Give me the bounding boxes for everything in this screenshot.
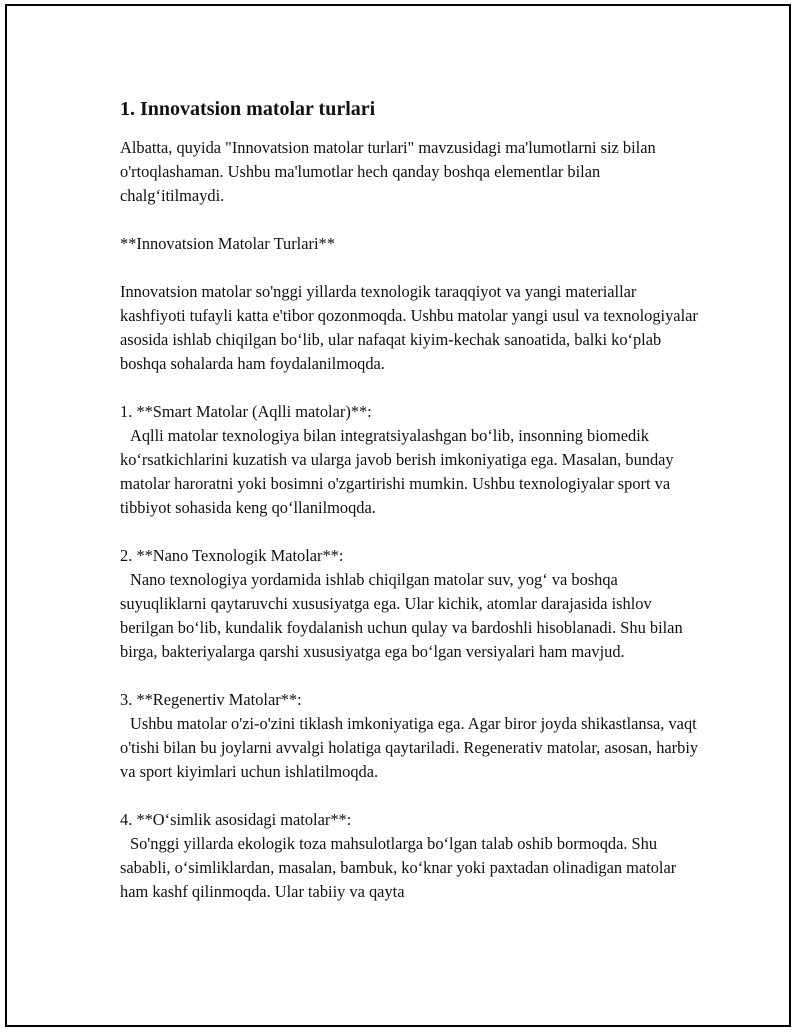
list-item [120,400,700,520]
list-item-body: Ushbu matolar o'zi-o'zini tiklash imkoniyatiga ega. Agar biror joyda shikastlansa, vaqt o'tishi bilan bu joylarni avvalgi holatiga qaytariladi. Regenerativ matolar, asosan, harbiy va sport kiyimlari uchun ishlatilmoqda. [120,714,699,781]
list-item-title: 3. **Regenertiv Matolar**: [120,690,302,709]
overview-paragraph: Innovatsion matolar so'nggi yillarda texnologik taraqqiyot va yangi materiallar kashfiyoti tufayli katta e'tibor qozonmoqda. Ushbu matolar yangi usul va texnologiyalar asosida ishlab chiqilgan bo‘lib, ular nafaqat kiyim-kechak sanoatida, balki ko‘plab boshqa sohalarda ham foydalanilmoqda. [120,282,698,373]
list-item-body: So'nggi yillarda ekologik toza mahsulotlarga bo‘lgan talab oshib bormoqda. Shu sababli, o‘simliklardan, masalan, bambuk, ko‘knar yoki paxtadan olinadigan matolar ham kashf qilinmoqda. Ular tabiiy va qayta [120,834,677,901]
list-item-title: 4. **O‘simlik asosidagi matolar**: [120,810,352,829]
intro-paragraph: Albatta, quyida "Innovatsion matolar turlari" mavzusidagi ma'lumotlarni siz bilan o'rtoqlashaman. Ushbu ma'lumotlar hech qanday boshqa elementlar bilan chalg‘itilmaydi. [120,138,656,205]
subtitle-paragraph: **Innovatsion Matolar Turlari** [120,234,335,253]
list-item [120,808,700,904]
document-page [5,4,791,1027]
list-item-title: 1. **Smart Matolar (Aqlli matolar)**: [120,402,372,421]
list-item-body: Nano texnologiya yordamida ishlab chiqilgan matolar suv, yog‘ va boshqa suyuqliklarni qaytaruvchi xususiyatga ega. Ular kichik, atomlar darajasida ishlov berilgan bo‘lib, kundalik foydalanish uchun qulay va bardoshli hisoblanadi. Shu bilan birga, bakteriyalarga qarshi xususiyatga ega bo‘lgan versiyalari ham mavjud. [120,570,683,661]
list-item [120,688,700,784]
list-item [120,544,700,664]
section-heading: 1. Innovatsion matolar turlari [120,98,376,120]
list-item-body: Aqlli matolar texnologiya bilan integratsiyalashgan bo‘lib, insonning biomedik ko‘rsatkichlarini kuzatish va ularga javob berish imkoniyatiga ega. Masalan, bunday matolar haroratni yoki bosimni o'zgartirishi mumkin. Ushbu texnologiyalar sport va tibbiyot sohasida keng qo‘llanilmoqda. [120,426,674,517]
document-content [120,96,700,904]
list-item-title: 2. **Nano Texnologik Matolar**: [120,546,344,565]
